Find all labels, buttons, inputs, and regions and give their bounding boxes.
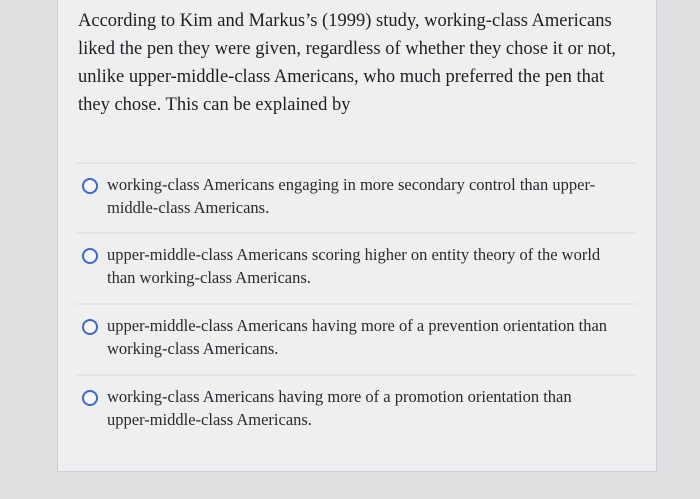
answer-option-1[interactable] bbox=[82, 173, 642, 219]
radio-button-4[interactable] bbox=[82, 390, 98, 406]
divider bbox=[76, 162, 636, 164]
answer-option-1-label bbox=[107, 173, 637, 219]
divider bbox=[76, 232, 636, 234]
answer-option-4[interactable] bbox=[82, 385, 642, 431]
option-line: upper-middle-class Americans. bbox=[107, 410, 312, 429]
radio-button-3[interactable] bbox=[82, 319, 98, 335]
option-line: working-class Americans having more of a promotion orientation than bbox=[107, 387, 572, 406]
option-line: working-class Americans. bbox=[107, 339, 279, 358]
question-line: liked the pen they were given, regardless of whether they chose it or not, bbox=[78, 39, 616, 59]
option-line: working-class Americans engaging in more secondary control than upper- bbox=[107, 175, 596, 194]
answer-option-3-label bbox=[107, 314, 637, 360]
answer-option-2[interactable] bbox=[82, 243, 642, 289]
option-line: upper-middle-class Americans having more of a prevention orientation than bbox=[107, 316, 608, 335]
answer-option-4-label bbox=[107, 385, 637, 431]
question-card bbox=[57, 0, 657, 472]
option-line: upper-middle-class Americans scoring higher on entity theory of the world bbox=[107, 245, 601, 264]
radio-button-1[interactable] bbox=[82, 178, 98, 194]
answer-option-3[interactable] bbox=[82, 314, 642, 360]
answer-option-2-label bbox=[107, 243, 637, 289]
option-line: than working-class Americans. bbox=[107, 268, 311, 287]
question-line: they chose. This can be explained by bbox=[78, 95, 351, 115]
divider bbox=[76, 374, 636, 376]
divider bbox=[76, 303, 636, 305]
question-line: According to Kim and Markus’s (1999) study, working-class Americans bbox=[78, 11, 612, 31]
option-line: middle-class Americans. bbox=[107, 198, 270, 217]
question-line: unlike upper-middle-class Americans, who much preferred the pen that bbox=[78, 67, 605, 87]
question-text bbox=[78, 7, 638, 119]
radio-button-2[interactable] bbox=[82, 248, 98, 264]
